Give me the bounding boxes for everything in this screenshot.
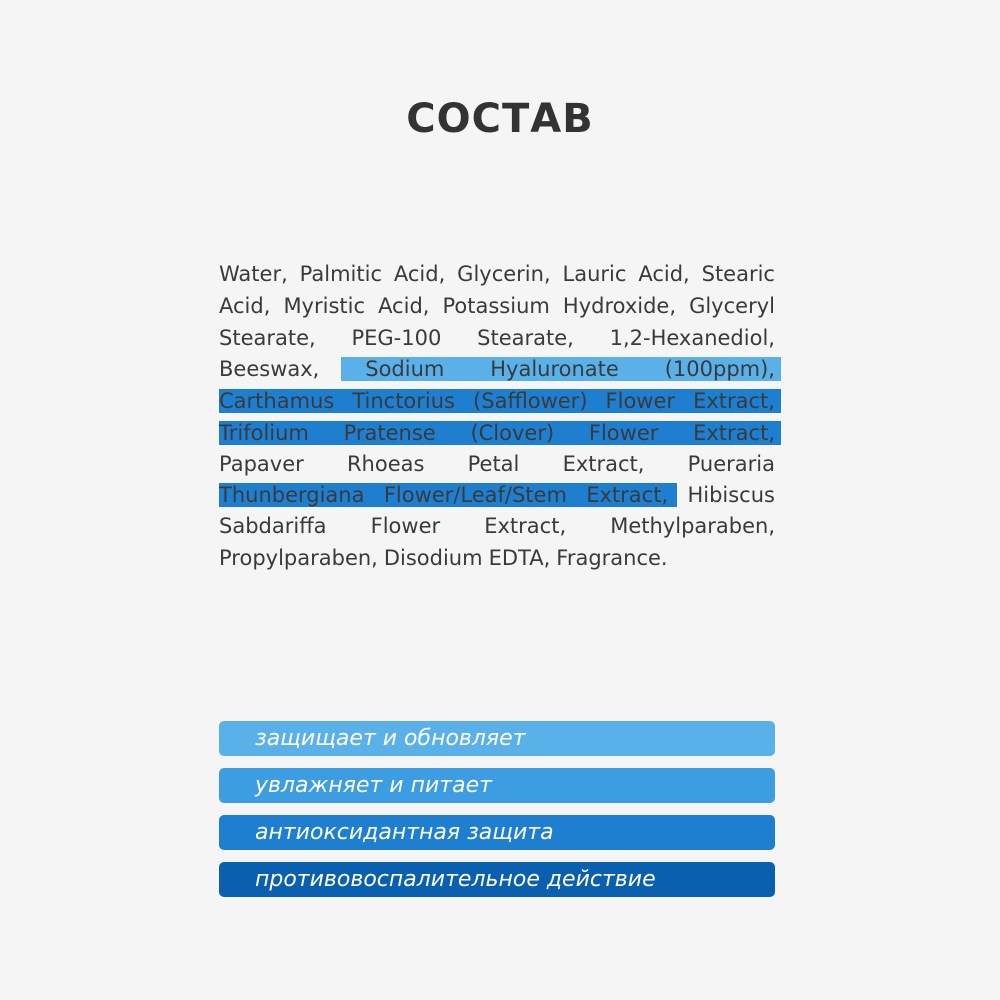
ingredients-line (219, 480, 775, 511)
ingredient-word: Carthamus (219, 389, 335, 413)
ingredient-word: Stearic (701, 262, 775, 286)
ingredients-line (219, 543, 775, 574)
ingredient-word: Beeswax, (219, 357, 320, 381)
ingredient-word: Palmitic (299, 262, 382, 286)
ingredient-word: PEG-100 (351, 326, 442, 350)
ingredient-word: Extract, (586, 483, 669, 507)
ingredient-word: Extract, (562, 452, 645, 476)
benefit-anti-inflammatory: противовоспалительное действие (219, 862, 775, 897)
ingredient-word: Flower (605, 389, 676, 413)
ingredient-word: (Clover) (470, 421, 555, 445)
ingredients-line (219, 323, 775, 354)
ingredient-word: Petal (467, 452, 520, 476)
ingredients-line (219, 291, 775, 322)
ingredient-word: Acid, (638, 262, 690, 286)
ingredient-word: Flower (370, 514, 441, 538)
benefit-antioxidant-protection: антиоксидантная защита (219, 815, 775, 850)
ingredient-word: Sodium (365, 357, 445, 381)
ingredient-word: Sabdariffa (219, 514, 327, 538)
ingredient-word: Pratense (343, 421, 436, 445)
ingredients-line (219, 354, 775, 385)
ingredient-word: Acid, (393, 262, 446, 286)
ingredient-word: Pueraria (687, 452, 775, 476)
ingredient-word: Methylparaben, (610, 514, 775, 538)
ingredients-line (219, 259, 775, 290)
ingredient-word: Extract, (693, 389, 775, 413)
ingredient-word: Thunbergiana (219, 483, 365, 507)
ingredient-word: Fragrance. (556, 546, 668, 570)
benefit-moisturize-nourish: увлажняет и питает (219, 768, 775, 803)
ingredient-word: Stearate, (219, 326, 316, 350)
ingredient-word: Extract, (484, 514, 567, 538)
ingredient-word: Flower/Leaf/Stem (383, 483, 567, 507)
ingredient-word: Myristic (283, 294, 366, 318)
ingredient-word: Propylparaben, (219, 546, 378, 570)
ingredient-word: Hibiscus (687, 483, 775, 507)
ingredient-word: Glycerin, (457, 262, 551, 286)
ingredient-word: Glyceryl (689, 294, 775, 318)
ingredient-word: Tinctorius (352, 389, 456, 413)
ingredient-word: Lauric (562, 262, 627, 286)
ingredients-line (219, 386, 775, 417)
ingredient-word: Rhoeas (346, 452, 425, 476)
ingredient-word: Water, (219, 262, 288, 286)
ingredients-line (219, 511, 775, 542)
ingredient-word: 1,2-Hexanediol, (609, 326, 775, 350)
ingredient-word: Extract, (693, 421, 775, 445)
ingredient-word: EDTA, (488, 546, 551, 570)
benefit-protect-renew: защищает и обновляет (219, 721, 775, 756)
ingredients-line (219, 418, 775, 449)
ingredient-word: Potassium (442, 294, 550, 318)
ingredient-word: Hydroxide, (562, 294, 677, 318)
ingredient-word: Acid, (378, 294, 430, 318)
ingredient-word: Acid, (219, 294, 271, 318)
ingredient-word: (100ppm), (664, 357, 775, 381)
ingredient-word: Disodium (383, 546, 483, 570)
ingredient-word: Flower (588, 421, 659, 445)
ingredient-word: Stearate, (477, 326, 574, 350)
ingredients-line (219, 449, 775, 480)
ingredient-word: Papaver (219, 452, 304, 476)
ingredient-word: Trifolium (219, 421, 309, 445)
ingredient-word: (Safflower) (473, 389, 588, 413)
ingredient-word: Hyaluronate (490, 357, 619, 381)
page-title: СОСТАВ (406, 96, 594, 142)
